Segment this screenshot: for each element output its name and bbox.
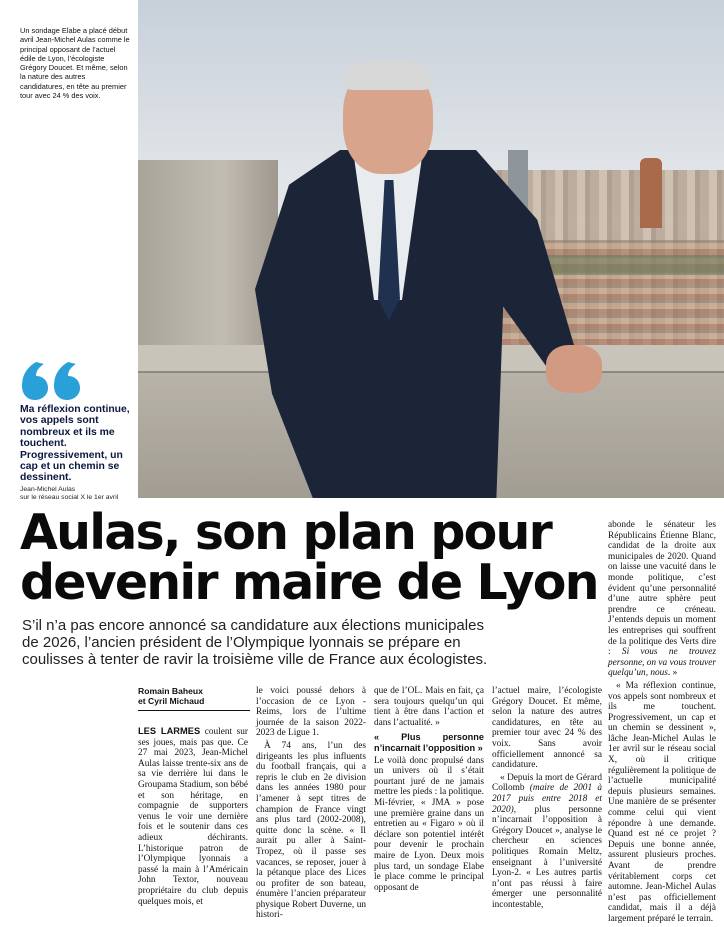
- text-span: , plus personne n’incarnait l’opposition à Grégory Doucet », analyse le chercheur en sciences politiques Romain Meltz, enseignant à l’université Lyon-2. « Les autres partis n’ont pas réussi à faire émerger une personnalité incontestable,: [492, 804, 602, 910]
- paragraph: [608, 520, 716, 679]
- article-column-1: [138, 726, 248, 909]
- byline-author-1: Romain Baheux: [138, 686, 203, 696]
- lead-in: LES LARMES: [138, 726, 201, 736]
- standfirst: S’il n’a pas encore annoncé sa candidature aux élections municipales de 2026, l’ancien président de l’Olympique lyonnais se prépare en coulisses à tenter de ravir la troisième ville de France aux écologistes.: [22, 617, 488, 668]
- text-span: . »: [667, 668, 678, 679]
- byline: [138, 686, 250, 711]
- headline: Aulas, son plan pour devenir maire de Lyon: [20, 504, 598, 611]
- italic-span: Si vous ne trouvez personne, on va vous trouver quelqu’un, nous: [608, 647, 716, 679]
- italic-span: (maire de 2001 à 2017 puis entre 2018 et 2020): [492, 783, 602, 815]
- paragraph: À 74 ans, l’un des dirigeants les plus influents du football français, qui a repris le club en 2e division dans les années 1980 pour l’amener à sept titres de champion de France vingt ans plus tard (2002-2008), quitte donc la scène. « Il aurait pu aller à Saint-Tropez, où il passe ses vacances, se reposer, jouer à la pétanque place des Lices ou profiter de son bateau, énumère l’ancien préparateur physique Robert Duverne, un histori-: [256, 740, 366, 921]
- text-span: abonde le sénateur les Républicains Étienne Blanc, candidat de la droite aux municipales de 2020. Quand on laisse une vacuité dans le monde politique, c’est évident qu’une personnalité d’une autre sphère peut prendre ce créneau. J’entends depuis un moment les entreprises qui souffrent de la politique des Verts dire :: [608, 520, 716, 658]
- paragraph: que de l’OL. Mais en fait, ça sera toujours quelqu’un qui tient à être dans l’action et dans l’actualité. »: [374, 686, 484, 728]
- paragraph: coulent sur ses joues, mais pas que. Ce 27 mai 2023, Jean-Michel Aulas laisse trente-six ans de sa vie derrière lui dans le Groupama Stadium, son bébé et son héritage, en compagnie de supporters venus le voir une dernière fois et le soutenir dans ces adieux déchirants. L’historique patron de l’Olympique lyonnais a passé la main à l’Américain John Textor, nouveau propriétaire du club depuis quelques mois, et: [138, 727, 248, 907]
- pull-quote-author: Jean-Michel Aulas: [20, 486, 76, 493]
- article-column-3: [374, 686, 484, 895]
- photo-hair: [345, 60, 431, 90]
- article-column-2: [256, 686, 366, 923]
- article-column-5: [608, 520, 716, 927]
- paragraph: [492, 773, 602, 911]
- quote-mark-icon: [22, 362, 92, 400]
- paragraph: le voici poussé dehors à l’occasion de ce Lyon - Reims, lors de l’ultime journée de la saison 2022-2023 de Ligue 1.: [256, 686, 366, 739]
- subheading: « Plus personne n’incarnait l’opposition »: [374, 732, 484, 753]
- photo-hand: [546, 345, 602, 393]
- pull-quote-source: sur le réseau social X le 1er avril: [20, 494, 119, 501]
- photo-tower-brick: [640, 158, 662, 228]
- photo-caption: Un sondage Elabe a placé début avril Jean-Michel Aulas comme le principal opposant de l’actuel édile de Lyon, l’écologiste Grégory Doucet. Et même, selon la nature des autres candidatures, en tête au premier tour avec 24 % des voix.: [20, 26, 130, 101]
- paragraph: « Ma réflexion continue, vos appels sont nombreux et ils me touchent. Progressivement, un cap et un chemin se dessinent », lâche Jean-Michel Aulas le 1er avril sur le réseau social X, où il critique régulièrement la politique de l’actuelle municipalité depuis plusieurs semaines. Une manière de se présenter comme celui qui vient répondre à une demande. Quand est né ce projet ? Depuis une bonne année, assurent plusieurs proches. Avant de prendre véritablement corps cet automne. Jean-Michel Aulas n’est pas officiellement candidat, mais il a déjà largement préparé le terrain.: [608, 680, 716, 924]
- byline-author-2: et Cyril Michaud: [138, 696, 205, 707]
- hero-photo: [138, 0, 724, 498]
- article-column-4: [492, 686, 602, 912]
- pull-quote-text: Ma réflexion continue, vos appels sont nombreux et ils me touchent. Progressivement, un cap et un chemin se dessinent.: [20, 404, 130, 484]
- paragraph: Le voilà donc propulsé dans un univers où il s’était pourtant juré de ne jamais mettre les pieds : la politique. Mi-février, « JMA » pose une première graine dans un entretien au « Figaro » où il déclare son potentiel intérêt pour devenir le prochain maire de Lyon. Deux mois plus tard, un sondage Elabe le place comme le principal opposant de: [374, 755, 484, 893]
- paragraph: l’actuel maire, l’écologiste Grégory Doucet. Et même, selon la nature des autres candidatures, en tête au premier tour avec 24 % des voix. Sans avoir officiellement annoncé sa candidature.: [492, 686, 602, 771]
- text-span: « Depuis la mort de Gérard Collomb: [492, 772, 602, 794]
